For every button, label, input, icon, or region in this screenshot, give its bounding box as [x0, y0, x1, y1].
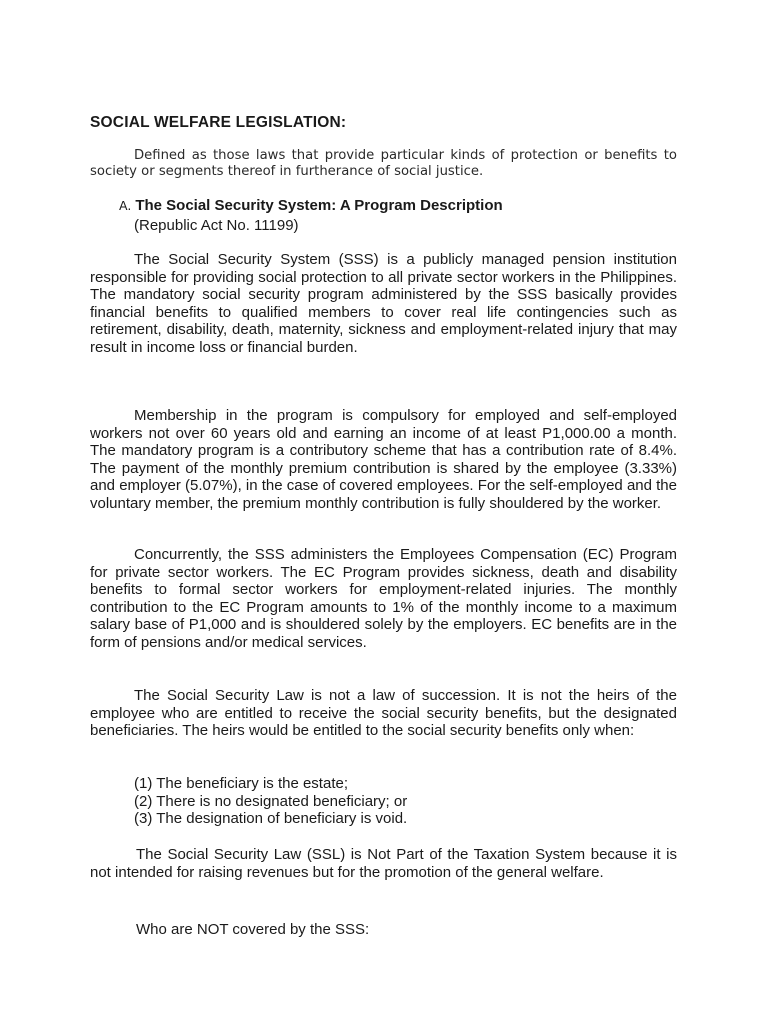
list-item: (2) There is no designated beneficiary; or	[134, 792, 408, 810]
section-a-title-text: The Social Security System: A Program Description	[135, 197, 503, 214]
section-a-letter: A.	[119, 198, 132, 213]
section-a-title	[119, 197, 503, 214]
paragraph-sss-description: The Social Security System (SSS) is a publicly managed pension institution responsible for providing social protection to all private sector workers in the Philippines. The mandatory social security program administered by the SSS basically provides financial benefits to qualified members to cover real life contingencies such as retirement, disability, death, maternity, sickness and employment-related injury that may result in income loss or financial burden.	[90, 251, 677, 356]
paragraph-ec-program: Concurrently, the SSS administers the Employees Compensation (EC) Program for private sector workers. The EC Program provides sickness, death and disability benefits to formal sector workers for employment-related injuries. The monthly contribution to the EC Program amounts to 1% of the monthly income to a maximum salary base of P1,000 and is shouldered solely by the employers. EC benefits are in the form of pensions and/or medical services.	[90, 546, 677, 651]
paragraph-succession: The Social Security Law is not a law of succession. It is not the heirs of the employee who are entitled to receive the social security benefits, but the designated beneficiaries. The heirs would be entitled to the social security benefits only when:	[90, 687, 677, 740]
section-a-subtitle: (Republic Act No. 11199)	[134, 217, 299, 234]
list-item: (1) The beneficiary is the estate;	[134, 775, 348, 792]
conditions-list	[134, 775, 407, 828]
paragraph-membership: Membership in the program is compulsory for employed and self-employed workers not over 60 years old and earning an income of at least P1,000.00 a month. The mandatory program is a contributory scheme that has a contribution rate of 8.4%. The payment of the monthly premium contribution is shared by the employee (3.33%) and employer (5.07%), in the case of covered employees. For the self-employed and the voluntary member, the premium monthly contribution is fully shouldered by the worker.	[90, 407, 677, 512]
paragraph-ssl-taxation: The Social Security Law (SSL) is Not Part of the Taxation System because it is not intended for raising revenues but for the promotion of the general welfare.	[90, 846, 677, 881]
definition-paragraph: Defined as those laws that provide particular kinds of protection or benefits to society or segments thereof in furtherance of social justice.	[90, 148, 677, 179]
document-heading: SOCIAL WELFARE LEGISLATION:	[90, 114, 347, 131]
list-item: (3) The designation of beneficiary is void.	[134, 810, 408, 828]
not-covered-heading: Who are NOT covered by the SSS:	[136, 921, 370, 938]
